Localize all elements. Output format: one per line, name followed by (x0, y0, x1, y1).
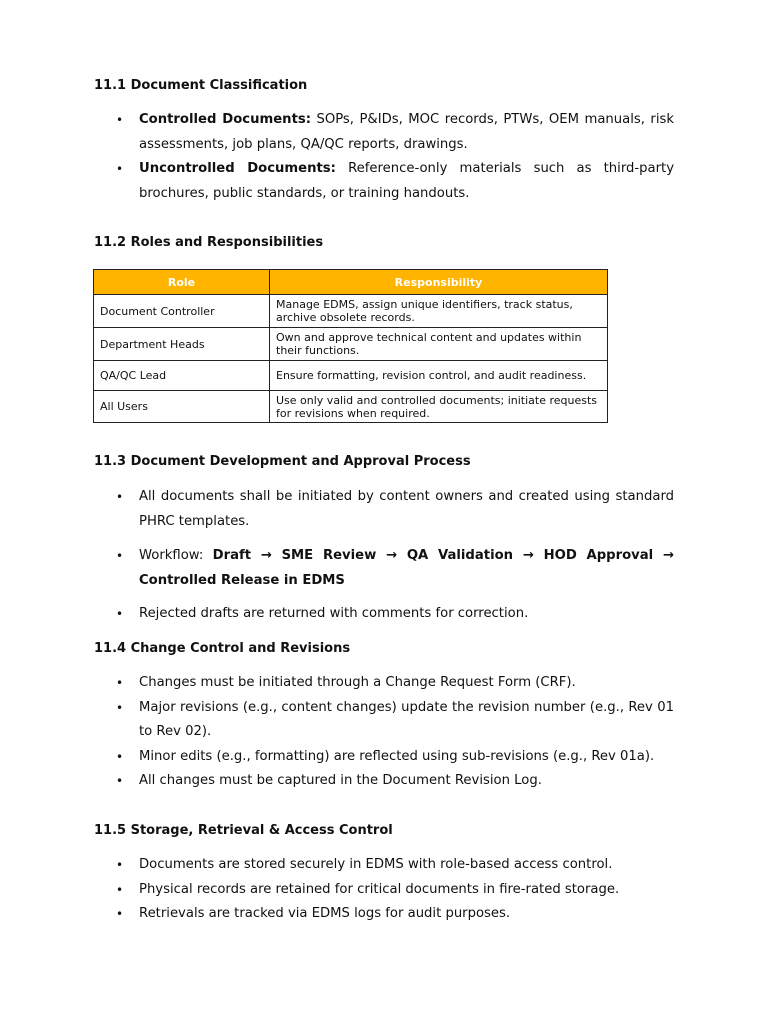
workflow-steps: Draft → SME Review → QA Validation → HOD Approval → Controlled Release in EDMS (139, 548, 674, 588)
item-text: Reference-only materials such as third-party brochures, public standards, or training handouts. (139, 161, 675, 201)
item-text: Changes must be initiated through a Change Request Form (CRF). (139, 675, 576, 690)
workflow-list (0, 544, 768, 593)
item-text: Physical records are retained for critical documents in fire-rated storage. (139, 881, 620, 897)
bullet-icon: • (116, 774, 124, 788)
bullet-icon: • (116, 858, 124, 872)
item-label: Uncontrolled Documents: (139, 161, 336, 176)
responsibility-cell: Own and approve technical content and updates within their functions. (270, 328, 608, 361)
change-control-list (0, 671, 768, 794)
item-text: Documents are stored securely in EDMS with role-based access control. (139, 857, 613, 872)
bullet-icon: • (116, 676, 124, 690)
bullet-icon: • (116, 907, 124, 921)
section-title-11-2: 11.2 Roles and Responsibilities (94, 235, 324, 250)
role-cell: Department Heads (94, 328, 270, 361)
section-title-11-4: 11.4 Change Control and Revisions (94, 641, 351, 656)
bullet-icon: • (116, 607, 124, 621)
classification-list (0, 108, 768, 206)
list-item (0, 696, 768, 745)
rejection-list (0, 602, 768, 627)
list-item (0, 745, 768, 770)
section-title-11-5: 11.5 Storage, Retrieval & Access Control (94, 823, 393, 838)
role-cell: Document Controller (94, 295, 270, 328)
storage-list (0, 853, 768, 927)
item-text: All documents shall be initiated by content owners and created using standard PHRC templates. (139, 489, 674, 529)
workflow-prefix: Workflow: (139, 548, 213, 563)
list-item-workflow (0, 544, 768, 593)
bullet-icon: • (116, 700, 124, 715)
table-row (94, 328, 608, 361)
list-item (0, 108, 768, 157)
bullet-icon: • (116, 113, 124, 127)
table-row (94, 361, 608, 391)
bullet-icon: • (116, 490, 124, 504)
item-text: SOPs, P&IDs, MOC records, PTWs, OEM manuals, risk assessments, job plans, QA/QC reports, drawings. (139, 112, 674, 152)
list-item (0, 157, 768, 206)
table-header-row (94, 270, 608, 295)
column-header-responsibility: Responsibility (270, 270, 608, 295)
item-text: Rejected drafts are returned with comments for correction. (139, 606, 529, 621)
section-title-11-1: 11.1 Document Classification (94, 78, 308, 93)
list-item (0, 853, 768, 878)
item-text: Retrievals are tracked via EDMS logs for audit purposes. (139, 906, 511, 921)
item-label: Controlled Documents: (139, 112, 311, 127)
table-row (94, 391, 608, 423)
responsibility-cell: Manage EDMS, assign unique identifiers, track status, archive obsolete records. (270, 295, 608, 328)
roles-table (93, 269, 608, 423)
section-title-11-3: 11.3 Document Development and Approval Process (94, 454, 471, 469)
list-item (0, 769, 768, 794)
list-item (0, 602, 768, 627)
bullet-icon: • (116, 549, 124, 563)
bullet-icon: • (116, 882, 124, 897)
process-list (0, 485, 768, 534)
table-row (94, 295, 608, 328)
list-item (0, 878, 768, 903)
list-item (0, 902, 768, 927)
list-item (0, 671, 768, 696)
list-item (0, 485, 768, 534)
role-cell: QA/QC Lead (94, 361, 270, 391)
bullet-icon: • (116, 162, 124, 176)
responsibility-cell: Use only valid and controlled documents; initiate requests for revisions when required. (270, 391, 608, 423)
item-text: Major revisions (e.g., content changes) update the revision number (e.g., Rev 01 to Rev 02). (139, 699, 674, 739)
item-text: Minor edits (e.g., formatting) are reflected using sub-revisions (e.g., Rev 01a). (139, 748, 655, 764)
item-text: All changes must be captured in the Document Revision Log. (139, 773, 542, 788)
responsibility-cell: Ensure formatting, revision control, and audit readiness. (270, 361, 608, 391)
bullet-icon: • (116, 749, 124, 764)
role-cell: All Users (94, 391, 270, 423)
column-header-role: Role (94, 270, 270, 295)
